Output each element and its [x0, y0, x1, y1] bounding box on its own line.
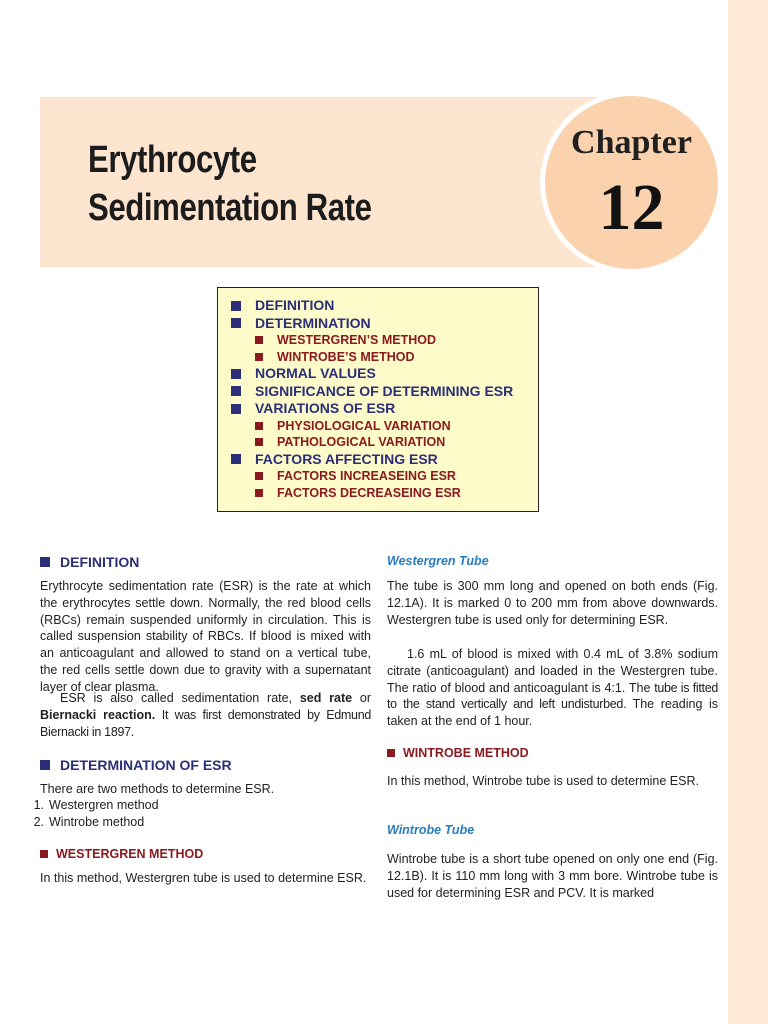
- bullet-square-icon: [231, 386, 241, 396]
- section-heading-definition: DEFINITION: [40, 554, 139, 570]
- subheading-wintrobe-tube: Wintrobe Tube: [387, 823, 475, 837]
- contents-item: PATHOLOGICAL VARIATION: [231, 434, 538, 451]
- list-item: 2. Wintrobe method: [33, 815, 145, 829]
- methods-list: [22, 797, 353, 831]
- bullet-square-icon: [255, 422, 263, 430]
- bullet-square-icon: [231, 369, 241, 379]
- bullet-square-icon: [255, 336, 263, 344]
- chapter-contents-box: [217, 287, 539, 512]
- subsection-heading-wintrobe: WINTROBE METHOD: [387, 746, 529, 760]
- bullet-square-icon: [40, 850, 48, 858]
- chapter-title: [88, 136, 449, 232]
- contents-item: SIGNIFICANCE OF DETERMINING ESR: [231, 383, 538, 401]
- bullet-square-icon: [387, 749, 395, 757]
- bullet-square-icon: [255, 438, 263, 446]
- subsection-heading-westergren: WESTERGREN METHOD: [40, 847, 203, 861]
- bullet-square-icon: [255, 353, 263, 361]
- chapter-title-line2: Sedimentation Rate: [88, 187, 372, 229]
- contents-item: FACTORS DECREASEING ESR: [231, 485, 538, 502]
- contents-item: DEFINITION: [231, 297, 538, 315]
- definition-paragraph: Erythrocyte sedimentation rate (ESR) is the rate at which the erythrocytes settle down. Normally, the red blood cells (RBCs) remain suspended uniformly in circulation. This is called suspension stability of RBCs. If blood is mixed with an anticoagulant and allowed to stand on a vertical tube, the red cells settle down due to gravity with a supernatant layer of clear plasma.: [40, 579, 371, 694]
- determination-intro: There are two methods to determine ESR.: [40, 782, 275, 796]
- section-heading-determination: DETERMINATION OF ESR: [40, 757, 232, 773]
- westergren-tube-paragraph-2: 1.6 mL of blood is mixed with 0.4 mL of 3.8% sodium citrate (anticoagulant) and loaded in the Westergren tube. The ratio of blood and anticoagulant is 4:1. The tube is fitted to the stand vertically and left undisturbed. The reading is taken at the end of 1 hour.: [387, 647, 718, 729]
- contents-item: FACTORS AFFECTING ESR: [231, 451, 538, 469]
- contents-item: FACTORS INCREASEING ESR: [231, 468, 538, 485]
- page-edge-strip: [728, 0, 768, 1024]
- contents-list: [231, 297, 538, 501]
- bullet-square-icon: [231, 454, 241, 464]
- contents-item: NORMAL VALUES: [231, 365, 538, 383]
- bullet-square-icon: [231, 404, 241, 414]
- bullet-square-icon: [255, 472, 263, 480]
- bullet-square-icon: [255, 489, 263, 497]
- subheading-westergren-tube: Westergren Tube: [387, 554, 489, 568]
- chapter-title-line1: Erythrocyte: [88, 139, 257, 181]
- chapter-number: 12: [598, 171, 665, 244]
- contents-item: DETERMINATION: [231, 315, 538, 333]
- westergren-tube-paragraph: The tube is 300 mm long and opened on both ends (Fig. 12.1A). It is marked 0 to 200 mm from above downwards. Westergren tube is used only for determining ESR.: [387, 579, 718, 627]
- contents-item: WESTERGREN’S METHOD: [231, 332, 538, 349]
- westergren-paragraph: In this method, Westergren tube is used to determine ESR.: [40, 871, 367, 885]
- bullet-square-icon: [40, 557, 50, 567]
- wintrobe-paragraph: In this method, Wintrobe tube is used to determine ESR.: [387, 774, 699, 788]
- contents-item: VARIATIONS OF ESR: [231, 400, 538, 418]
- definition-paragraph-2: ESR is also called sedimentation rate, sed rate or Biernacki reaction. It was first demonstrated by Edmund Biernacki in 1897.: [40, 691, 371, 739]
- bullet-square-icon: [231, 301, 241, 311]
- chapter-label: Chapter: [571, 124, 692, 161]
- bullet-square-icon: [231, 318, 241, 328]
- contents-item: PHYSIOLOGICAL VARIATION: [231, 418, 538, 435]
- wintrobe-tube-paragraph: Wintrobe tube is a short tube opened on only one end (Fig. 12.1B). It is 110 mm long with 3 mm bore. Wintrobe tube is used for determining ESR and PCV. It is marked: [387, 852, 718, 900]
- list-item: 1. Westergren method: [33, 798, 159, 812]
- contents-item: WINTROBE’S METHOD: [231, 349, 538, 366]
- bullet-square-icon: [40, 760, 50, 770]
